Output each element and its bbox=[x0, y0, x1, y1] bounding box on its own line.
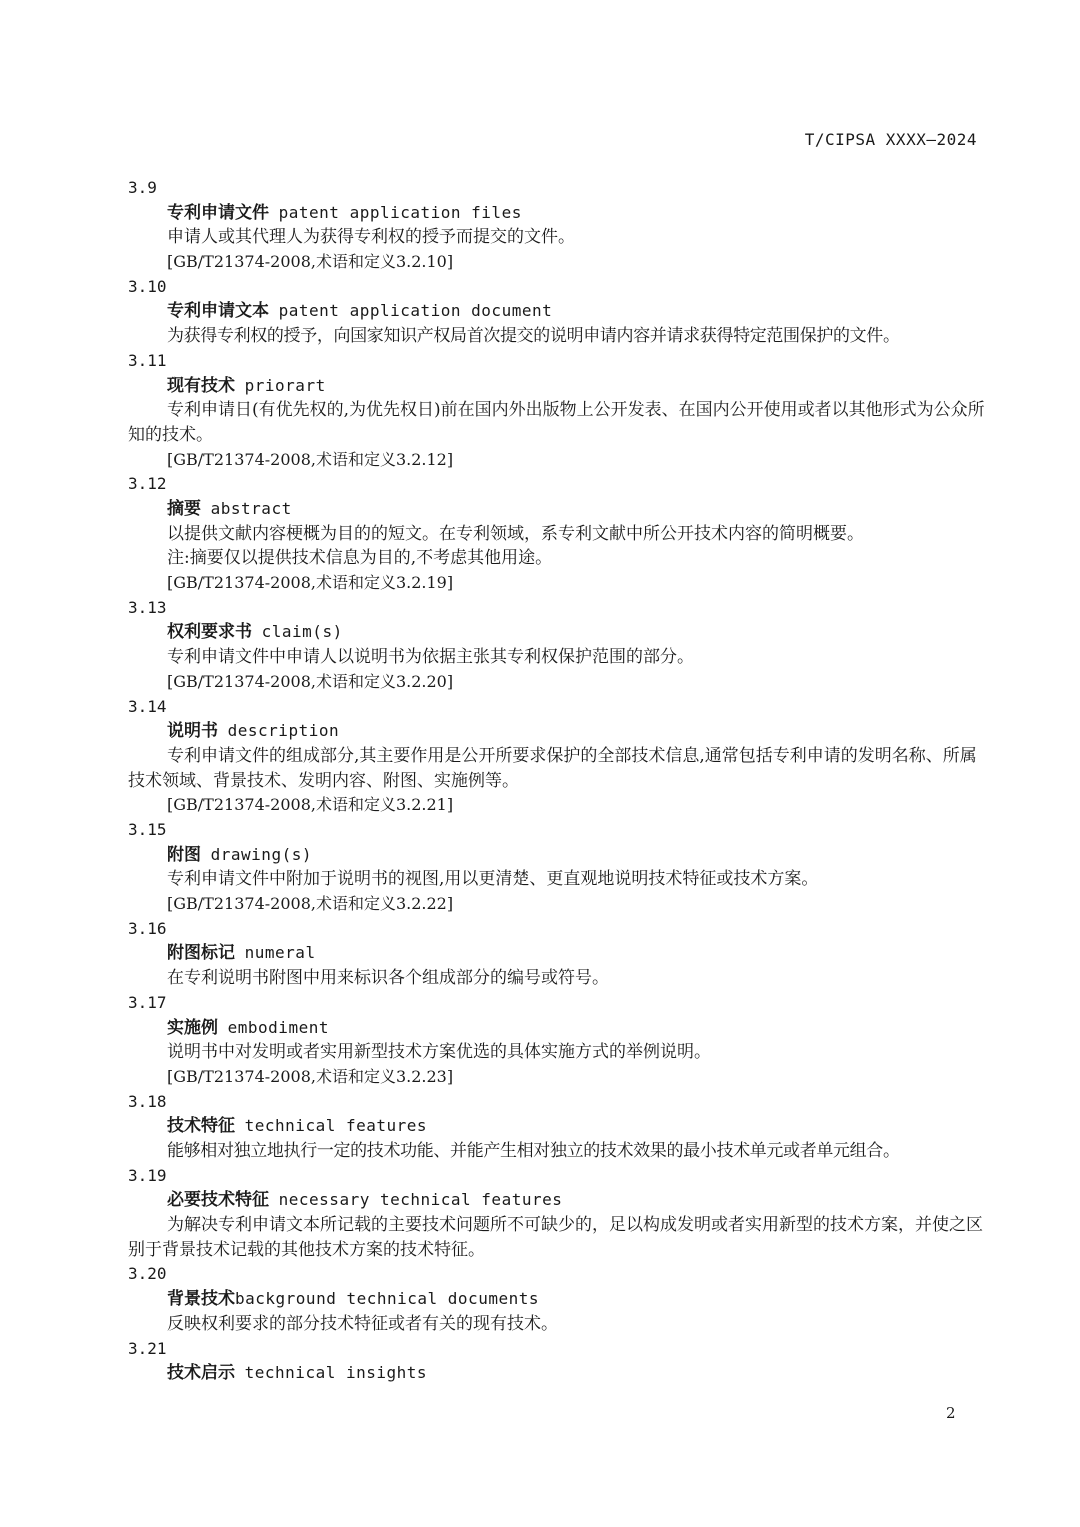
term-zh: 背景技术 bbox=[167, 1289, 235, 1310]
term-definition: 在专利说明书附图中用来标识各个组成部分的编号或符号。 bbox=[167, 968, 609, 989]
term-number: 3.15 bbox=[128, 820, 167, 840]
term-zh: 必要技术特征 bbox=[167, 1190, 269, 1211]
term-en: technical insights bbox=[244, 1363, 428, 1383]
term-entry-3-12 bbox=[128, 472, 990, 595]
term-definition: 申请人或其代理人为获得专利权的授予而提交的文件。 bbox=[167, 227, 575, 248]
term-en: priorart bbox=[244, 375, 326, 395]
page-number: 2 bbox=[946, 1404, 956, 1422]
term-definition: 专利申请文件中申请人以说明书为依据主张其专利权保护范围的部分。 bbox=[167, 647, 694, 668]
term-number: 3.14 bbox=[128, 696, 167, 716]
term-en: description bbox=[227, 721, 340, 741]
term-zh: 权利要求书 bbox=[167, 622, 252, 643]
term-zh: 摘要 bbox=[167, 499, 201, 519]
term-en: claim(s) bbox=[261, 622, 343, 642]
term-en: embodiment bbox=[227, 1017, 329, 1037]
term-definition: 说明书中对发明或者实用新型技术方案优选的具体实施方式的举例说明。 bbox=[167, 1042, 711, 1063]
term-en: drawing(s) bbox=[210, 844, 312, 864]
term-heading bbox=[128, 1188, 990, 1213]
term-definition: 专利申请文件的组成部分,其主要作用是公开所要求保护的全部技术信息,通常包括专利申请的发明名称、所属技术领域、背景技术、发明内容、附图、实施例等。 bbox=[128, 745, 977, 791]
term-zh: 附图 bbox=[167, 844, 201, 865]
term-en: technical features bbox=[244, 1116, 428, 1136]
term-heading bbox=[128, 374, 990, 399]
term-en: patent application document bbox=[278, 301, 553, 321]
term-heading bbox=[128, 1287, 990, 1312]
term-heading bbox=[128, 843, 990, 868]
term-entry-3-15 bbox=[128, 818, 990, 917]
term-heading bbox=[128, 299, 990, 324]
term-number: 3.18 bbox=[128, 1091, 167, 1111]
document-code: T/CIPSA XXXX—2024 bbox=[804, 130, 977, 149]
term-number: 3.19 bbox=[128, 1165, 167, 1185]
term-heading bbox=[128, 719, 990, 744]
term-number: 3.11 bbox=[128, 350, 167, 370]
term-reference: [GB/T21374-2008,术语和定义3.2.21] bbox=[167, 795, 454, 815]
term-entry-3-18 bbox=[128, 1090, 990, 1164]
term-number: 3.21 bbox=[128, 1338, 167, 1358]
term-number: 3.17 bbox=[128, 992, 167, 1012]
term-zh: 实施例 bbox=[167, 1017, 218, 1038]
term-entry-3-13 bbox=[128, 596, 990, 695]
term-heading bbox=[128, 941, 990, 966]
term-zh: 现有技术 bbox=[167, 375, 235, 396]
term-en: necessary technical features bbox=[278, 1190, 563, 1210]
term-entry-3-19 bbox=[128, 1164, 990, 1263]
term-entry-3-14 bbox=[128, 695, 990, 818]
term-reference: [GB/T21374-2008,术语和定义3.2.19] bbox=[167, 573, 454, 593]
term-en: background technical documents bbox=[235, 1289, 539, 1309]
terms-content bbox=[128, 176, 990, 1386]
term-definition: 专利申请日(有优先权的,为优先权日)前在国内外出版物上公开发表、在国内公开使用或者以其他形式为公众所知的技术。 bbox=[128, 400, 985, 445]
term-heading bbox=[128, 201, 990, 226]
term-definition: 反映权利要求的部分技术特征或者有关的现有技术。 bbox=[167, 1313, 558, 1334]
term-zh: 专利申请文件 bbox=[167, 202, 269, 223]
term-reference: [GB/T21374-2008,术语和定义3.2.22] bbox=[167, 894, 454, 914]
term-definition: 为获得专利权的授予，向国家知识产权局首次提交的说明申请内容并请求获得特定范围保护的文件。 bbox=[167, 326, 900, 347]
term-note: 注:摘要仅以提供技术信息为目的,不考虑其他用途。 bbox=[167, 548, 553, 569]
term-reference: [GB/T21374-2008,术语和定义3.2.23] bbox=[167, 1066, 454, 1086]
term-definition: 为解决专利申请文本所记载的主要技术问题所不可缺少的，足以构成发明或者实用新型的技术方案，并使之区别于背景技术记载的其他技术方案的技术特征。 bbox=[128, 1215, 983, 1260]
term-heading bbox=[128, 1016, 990, 1041]
term-entry-3-9 bbox=[128, 176, 990, 275]
term-entry-3-10 bbox=[128, 275, 990, 349]
term-reference: [GB/T21374-2008,术语和定义3.2.12] bbox=[167, 449, 454, 469]
term-en: patent application files bbox=[278, 202, 522, 222]
term-zh: 技术启示 bbox=[167, 1363, 235, 1384]
term-number: 3.16 bbox=[128, 918, 167, 938]
term-entry-3-17 bbox=[128, 991, 990, 1090]
term-entry-3-20 bbox=[128, 1262, 990, 1336]
term-definition: 能够相对独立地执行一定的技术功能、并能产生相对独立的技术效果的最小技术单元或者单元组合。 bbox=[167, 1141, 900, 1161]
term-number: 3.12 bbox=[128, 474, 167, 494]
term-number: 3.10 bbox=[128, 276, 167, 296]
term-heading bbox=[128, 620, 990, 645]
term-definition: 以提供文献内容梗概为目的的短文。在专利领域，系专利文献中所公开技术内容的简明概要。 bbox=[167, 523, 864, 544]
term-reference: [GB/T21374-2008,术语和定义3.2.20] bbox=[167, 671, 454, 691]
term-en: abstract bbox=[210, 499, 292, 518]
term-heading bbox=[128, 1361, 990, 1386]
term-heading bbox=[128, 1114, 990, 1139]
term-zh: 附图标记 bbox=[167, 943, 235, 964]
term-en: numeral bbox=[244, 943, 316, 963]
term-entry-3-11 bbox=[128, 349, 990, 472]
term-number: 3.13 bbox=[128, 597, 167, 617]
term-zh: 专利申请文本 bbox=[167, 301, 269, 322]
term-zh: 技术特征 bbox=[167, 1116, 235, 1137]
term-definition: 专利申请文件中附加于说明书的视图,用以更清楚、更直观地说明技术特征或技术方案。 bbox=[167, 869, 819, 890]
term-number: 3.9 bbox=[128, 178, 157, 197]
term-heading bbox=[128, 497, 990, 522]
term-entry-3-21 bbox=[128, 1337, 990, 1386]
term-zh: 说明书 bbox=[167, 721, 218, 742]
term-reference: [GB/T21374-2008,术语和定义3.2.10] bbox=[167, 252, 454, 272]
term-number: 3.20 bbox=[128, 1264, 167, 1284]
term-entry-3-16 bbox=[128, 917, 990, 991]
